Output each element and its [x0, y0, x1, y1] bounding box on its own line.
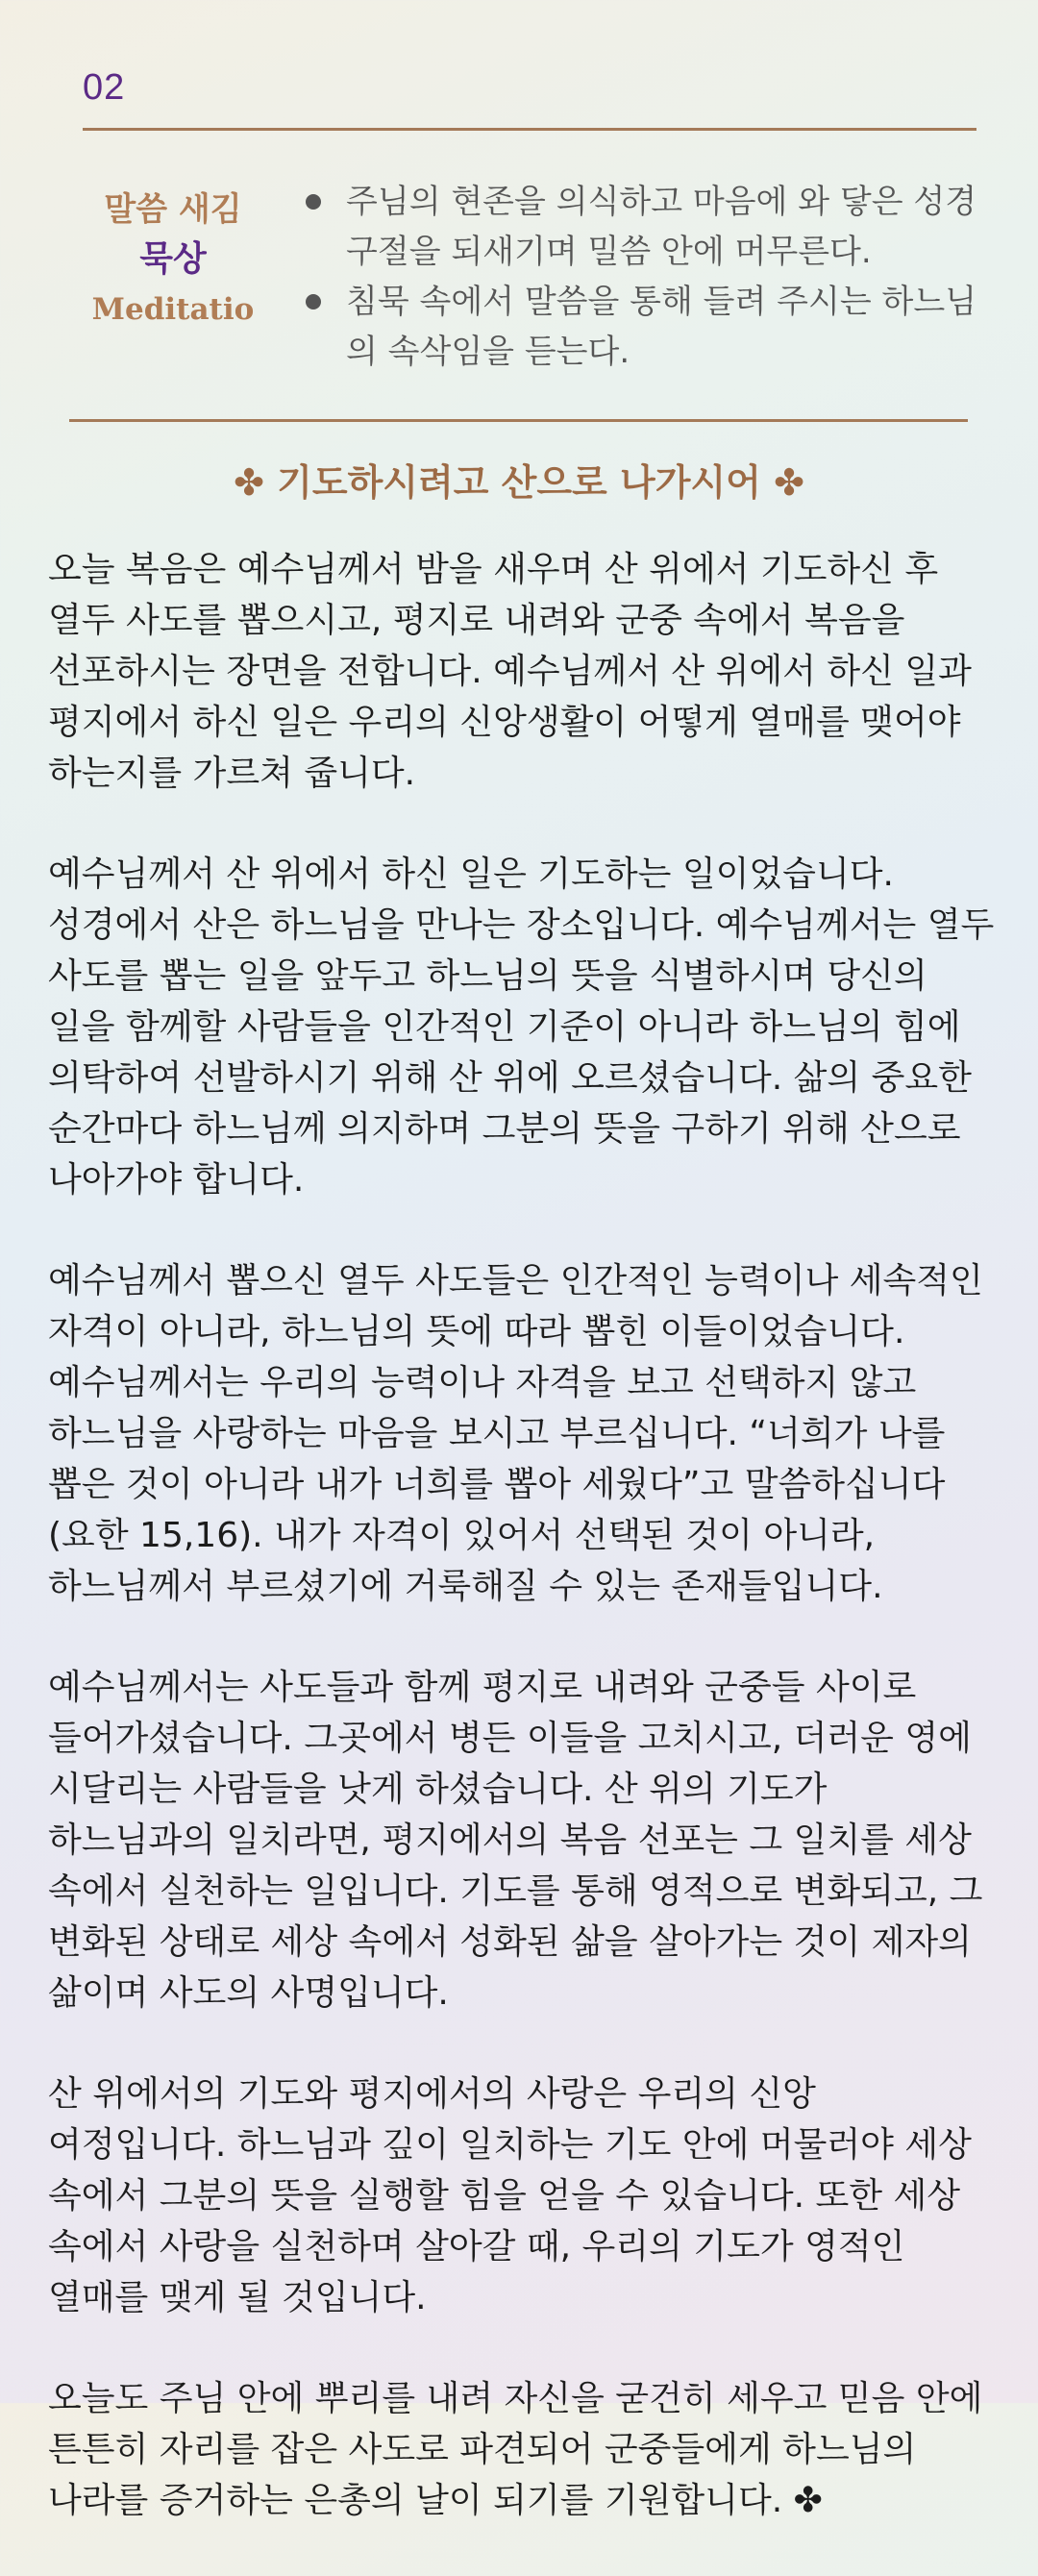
bullet-dot-icon: [306, 194, 321, 210]
page-number: 02: [83, 67, 126, 108]
clover-ornament-icon: ✤: [234, 461, 264, 504]
body-paragraph: 예수님께서는 사도들과 함께 평지로 내려와 군중들 사이로 들어가셨습니다. 그곳에서 병든 이들을 고치시고, 더러운 영에 시달리는 사람들을 낫게 하셨습니다. 산 위의 기도가 하느님과의 일치라면, 평지에서의 복음 선포는 그 일치를 세상 속에서 실천하는 일입니다. 기도를 통해 영적으로 변화되고, 그 변화된 상태로 세상 속에서 성화된 삶을 살아가는 것이 제자의 삶이며 사도의 사명입니다.: [48, 1668, 983, 2013]
meditation-bullet: [306, 277, 990, 377]
reflection-body: [48, 544, 995, 2576]
meditation-label-korean: 말씀 새김: [104, 190, 242, 229]
meditation-label-latin: Meditatio: [91, 292, 255, 327]
meditation-label: [77, 185, 269, 334]
clover-ornament-icon: ✤: [774, 461, 804, 504]
body-paragraph: 오늘 복음은 예수님께서 밤을 새우며 산 위에서 기도하신 후 열두 사도를 뽑으시고, 평지로 내려와 군중 속에서 복음을 선포하시는 장면을 전합니다. 예수님께서 산 위에서 하신 일과 평지에서 하신 일은 우리의 신앙생활이 어떻게 열매를 맺어야 하는지를 가르쳐 줍니다.: [48, 550, 972, 793]
body-paragraph: 예수님께서 산 위에서 하신 일은 기도하는 일이었습니다. 성경에서 산은 하느님을 만나는 장소입니다. 예수님께서는 열두 사도를 뽑는 일을 앞두고 하느님의 뜻을 식별하시며 당신의 일을 함께할 사람들을 인간적인 기준이 아니라 하느님의 힘에 의탁하여 선발하시기 위해 산 위에 오르셨습니다. 삶의 중요한 순간마다 하느님께 의지하며 그분의 뜻을 구하기 위해 산으로 나아가야 합니다.: [48, 855, 995, 1200]
meditation-bullet-text: 침묵 속에서 말씀을 통해 들려 주시는 하느님의 속삭임을 듣는다.: [346, 283, 977, 371]
bullet-dot-icon: [306, 294, 321, 310]
end-clover-ornament-icon: ✤: [793, 2481, 823, 2520]
body-paragraph-last: [48, 2373, 995, 2526]
meditation-label-title: 묵상: [139, 239, 207, 279]
middle-divider: [69, 419, 968, 422]
top-divider: [83, 128, 976, 131]
body-paragraph: 산 위에서의 기도와 평지에서의 사랑은 우리의 신앙 여정입니다. 하느님과 깊이 일치하는 기도 안에 머물러야 세상 속에서 그분의 뜻을 실행할 힘을 얻을 수 있습니다. 또한 세상 속에서 사랑을 실천하며 살아갈 때, 우리의 기도가 영적인 열매를 맺게 될 것입니다.: [48, 2074, 972, 2317]
body-paragraph: 예수님께서 뽑으신 열두 사도들은 인간적인 능력이나 세속적인 자격이 아니라, 하느님의 뜻에 따라 뽑힌 이들이었습니다. 예수님께서는 우리의 능력이나 자격을 보고 선택하지 않고 하느님을 사랑하는 마음을 보시고 부르십니다. “너희가 나를 뽑은 것이 아니라 내가 너희를 뽑아 세웠다”고 말씀하십니다 (요한 15,16). 내가 자격이 있어서 선택된 것이 아니라, 하느님께서 부르셨기에 거룩해질 수 있는 존재들입니다.: [48, 1261, 983, 1606]
meditation-bullet-text: 주님의 현존을 의식하고 마음에 와 닿은 성경구절을 되새기며 밀씀 안에 머무른다.: [346, 183, 977, 271]
meditation-bullet: [306, 177, 990, 277]
meditation-bullet-list: [306, 177, 990, 377]
closing-paragraph-text: 오늘도 주님 안에 뿌리를 내려 자신을 굳건히 세우고 믿음 안에 튼튼히 자리를 잡은 사도로 파견되어 군중들에게 하느님의 나라를 증거하는 은총의 날이 되기를 기원합니다.: [48, 2379, 983, 2520]
section-title: [0, 454, 1038, 511]
section-title-text: 기도하시려고 산으로 나가시어: [277, 461, 761, 504]
